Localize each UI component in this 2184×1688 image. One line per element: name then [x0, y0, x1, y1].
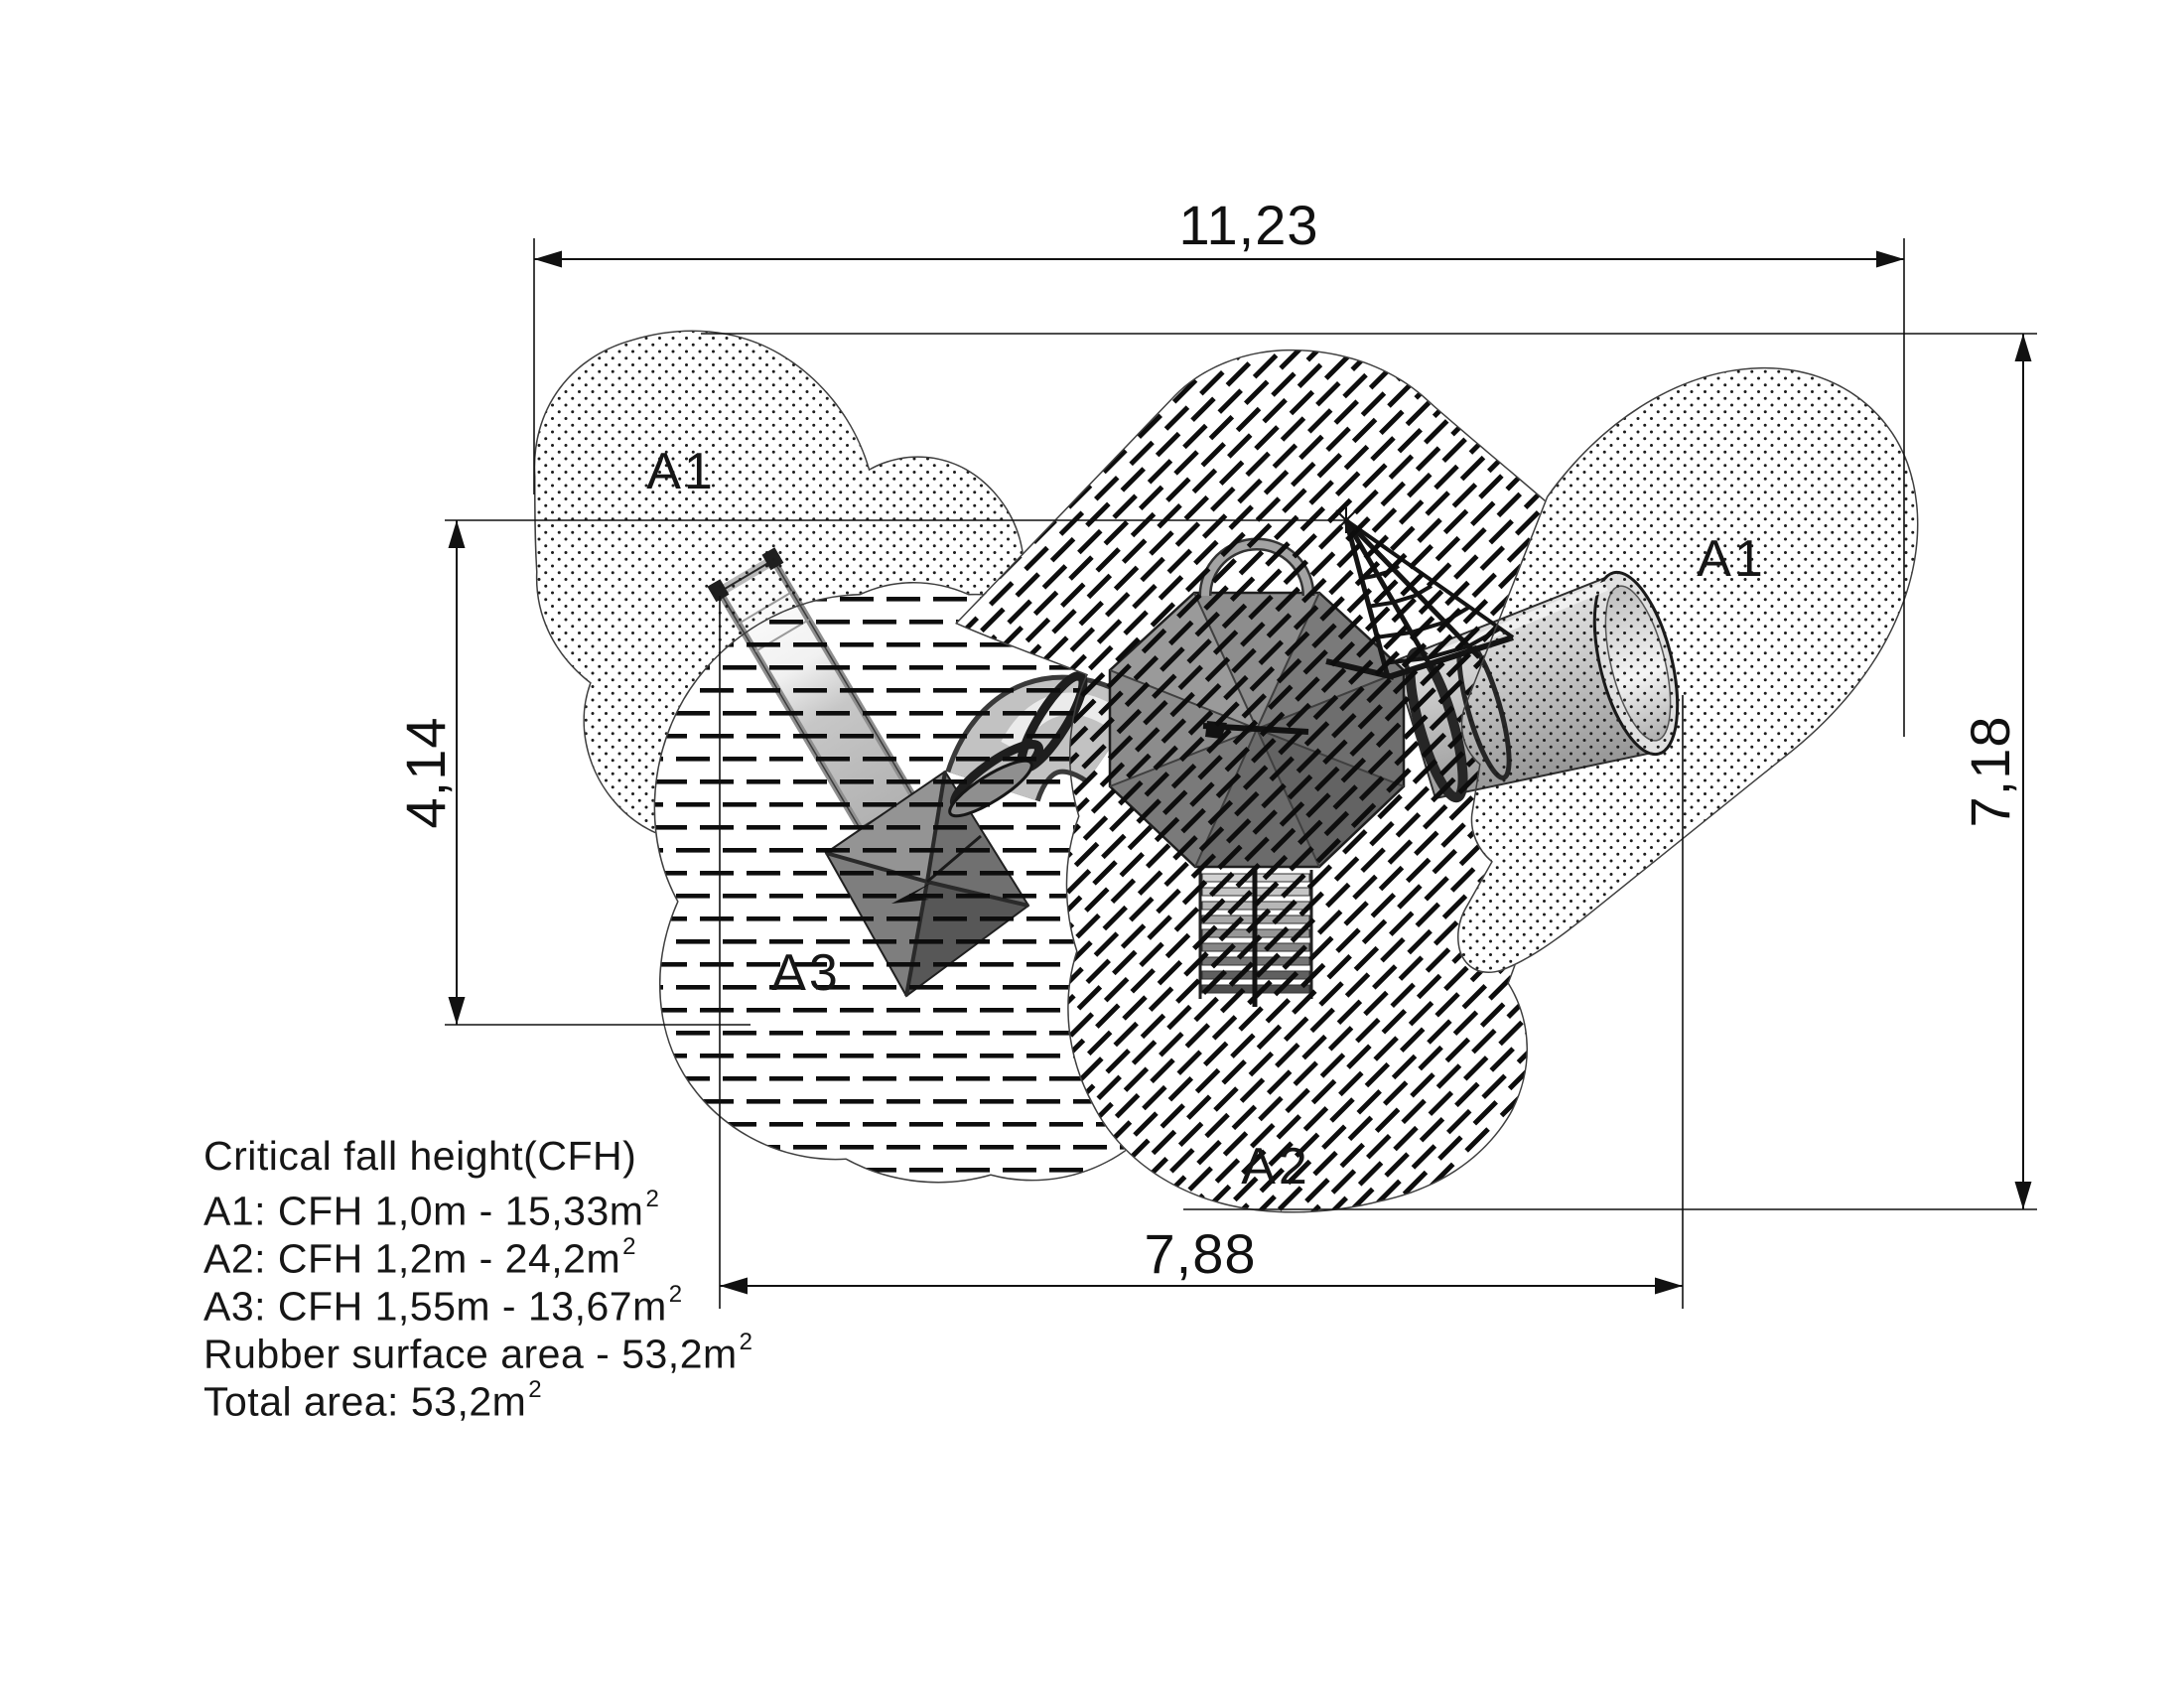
note-rubber-area: Rubber surface area - $53,2m^2$ — [204, 1329, 753, 1377]
area-label-a1-right: A1 — [1697, 530, 1766, 588]
note-a3: A3: CFH $1,55m - 13,67m^2$ — [204, 1281, 683, 1330]
safety-area-a1-right — [1390, 318, 1966, 1013]
cfh-notes-block — [204, 1132, 753, 1425]
area-label-a2: A2 — [1241, 1138, 1310, 1196]
area-label-a3: A3 — [771, 944, 841, 1002]
dimension-value-left: 4,14 — [394, 716, 457, 829]
note-total-area: Total area: $53,2m^2$ — [204, 1376, 543, 1425]
note-a2: A2: CFH $1,2m - 24,2m^2$ — [204, 1233, 636, 1282]
area-label-a1-left: A1 — [646, 443, 716, 500]
dimension-value-top: 11,23 — [1178, 194, 1319, 256]
notes-title: Critical fall height(CFH) — [204, 1133, 637, 1179]
note-a1: A1: CFH $1,0m - 15,33m^2$ — [204, 1186, 660, 1234]
dimension-value-bottom: 7,88 — [1144, 1222, 1257, 1285]
dimension-value-right: 7,18 — [1959, 715, 2021, 828]
